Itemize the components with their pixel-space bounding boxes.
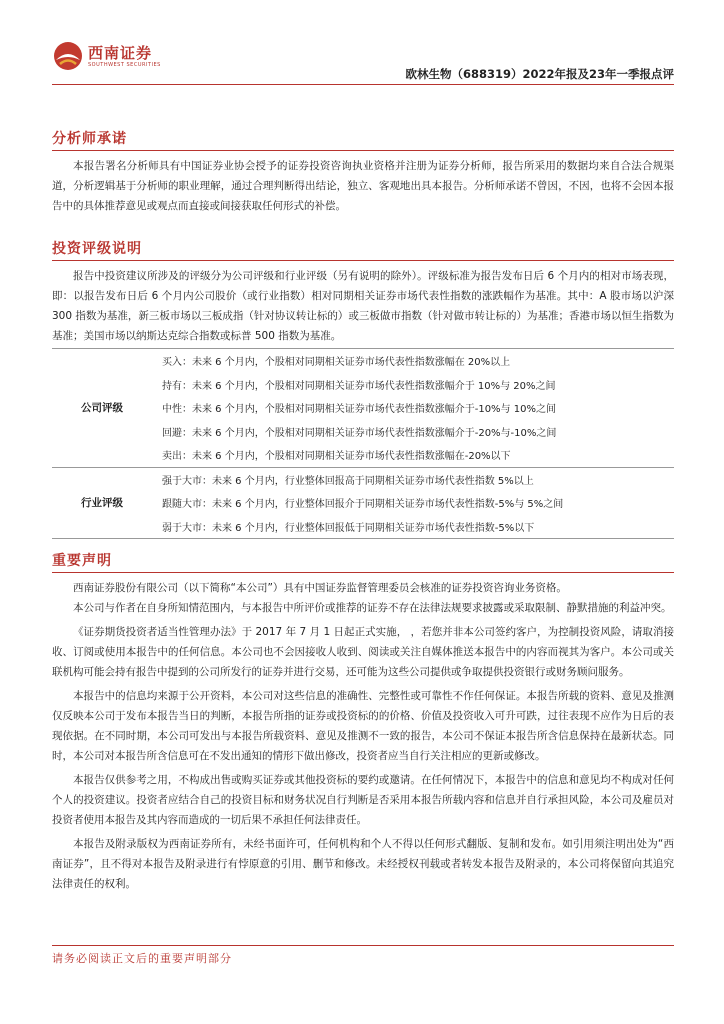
company-rating-buy: 买入：未来 6 个月内，个股相对同期相关证券市场代表性指数涨幅在 20%以上 bbox=[152, 349, 674, 373]
logo-emblem-icon bbox=[52, 40, 84, 72]
rating-description-text: 报告中投资建议所涉及的评级分为公司评级和行业评级（另有说明的除外）。评级标准为报告发布日后 6 个月内的相对市场表现，即：以报告发布日后 6 个月内公司股价（或行业指数）相对同期相关证券市场代表性指数的涨跌幅作为基准。其中：A 股市场以沪深 300 指数为基准，新三板市场以三板成指（针对协议转让标的）或三板做市指数（针对做市转让标的）为基准；香港市场以恒生指数为基准；美国市场以纳斯达克综合指数或标普 500 指数为基准。 bbox=[52, 270, 674, 342]
report-title: 欧林生物（688319）2022年报及23年一季报点评 bbox=[405, 67, 674, 81]
declaration-section-divider bbox=[52, 572, 674, 573]
page-header bbox=[52, 32, 674, 81]
declaration-para-2: 本公司与作者在自身所知情范围内，与本报告中所评价或推荐的证券不存在法律法规要求披露或采取限制、静默措施的利益冲突。 bbox=[73, 602, 672, 614]
declaration-body bbox=[52, 578, 674, 894]
company-logo bbox=[52, 40, 192, 76]
rating-description bbox=[52, 266, 674, 346]
declaration-section-title: 重要声明 bbox=[52, 553, 112, 569]
company-rating-sell: 卖出：未来 6 个月内，个股相对同期相关证券市场代表性指数涨幅在-20%以下 bbox=[152, 443, 674, 467]
footer-notice: 请务必阅读正文后的重要声明部分 bbox=[52, 952, 232, 965]
logo-text: 西南证券 bbox=[88, 44, 153, 62]
rating-table bbox=[52, 348, 674, 539]
table-row bbox=[52, 349, 674, 373]
analyst-section-divider bbox=[52, 150, 674, 151]
industry-rating-outperform: 强于大市：未来 6 个月内，行业整体回报高于同期相关证券市场代表性指数 5%以上 bbox=[162, 475, 534, 487]
company-rating-label: 公司评级 bbox=[52, 349, 152, 468]
industry-rating-label: 行业评级 bbox=[52, 467, 152, 539]
logo-subtext: SOUTHWEST SECURITIES bbox=[88, 62, 161, 68]
footer-divider bbox=[52, 945, 674, 946]
declaration-para-5: 本报告仅供参考之用，不构成出售或购买证券或其他投资标的要约或邀请。在任何情况下，本报告中的信息和意见均不构成对任何个人的投资建议。投资者应结合自己的投资目标和财务状况自行判断是否采用本报告所载内容和信息并自行承担风险，本公司及雇员对投资者使用本报告及其内容而造成的一切后果不承担任何法律责任。 bbox=[52, 774, 674, 826]
analyst-section-title: 分析师承诺 bbox=[52, 131, 127, 147]
analyst-statement-text: 本报告署名分析师具有中国证券业协会授予的证券投资咨询执业资格并注册为证券分析师，报告所采用的数据均来自合法合规渠道，分析逻辑基于分析师的职业理解，通过合理判断得出结论，独立、客观地出具本报告。分析师承诺不曾因，不因，也将不会因本报告中的具体推荐意见或观点而直接或间接获取任何形式的补偿。 bbox=[52, 160, 674, 212]
company-rating-neutral: 中性：未来 6 个月内，个股相对同期相关证券市场代表性指数涨幅介于-10%与 10%之间 bbox=[162, 404, 556, 416]
declaration-para-4: 本报告中的信息均来源于公开资料，本公司对这些信息的准确性、完整性或可靠性不作任何保证。本报告所载的资料、意见及推测仅反映本公司于发布本报告当日的判断，本报告所指的证券或投资标的的价格、价值及投资收入可升可跌，过往表现不应作为日后的表现依据。在不同时期，本公司可发出与本报告所载资料、意见及推测不一致的报告，本公司不保证本报告所含信息保持在最新状态。同时，本公司对本报告所含信息可在不发出通知的情形下做出修改，投资者应当自行关注相应的更新或修改。 bbox=[52, 690, 674, 762]
industry-rating-market: 跟随大市：未来 6 个月内，行业整体回报介于同期相关证券市场代表性指数-5%与 5%之间 bbox=[162, 499, 564, 511]
declaration-para-6: 本报告及附录版权为西南证券所有，未经书面许可，任何机构和个人不得以任何形式翻版、复制和发布。如引用须注明出处为“西南证券”，且不得对本报告及附录进行有悖原意的引用、删节和修改。未经授权刊载或者转发本报告及附录的，本公司将保留向其追究法律责任的权利。 bbox=[52, 838, 674, 890]
analyst-statement bbox=[52, 156, 674, 216]
declaration-para-3: 《证券期货投资者适当性管理办法》于 2017 年 7 月 1 日起正式实施， ，若您并非本公司签约客户，为控制投资风险，请取消接收、订阅或使用本报告中的任何信息。本公司也不会因接收人收到、阅读或关注自媒体推送本报告中的内容而视其为客户。本公司或关联机构可能会持有报告中提到的公司所发行的证券并进行交易，还可能为这些公司提供或争取提供投资银行或财务顾问服务。 bbox=[52, 626, 674, 678]
rating-section-divider bbox=[52, 260, 674, 261]
rating-section-title: 投资评级说明 bbox=[52, 241, 142, 257]
table-row bbox=[52, 467, 674, 491]
header-divider bbox=[52, 84, 674, 85]
industry-rating-underperform: 弱于大市：未来 6 个月内，行业整体回报低于同期相关证券市场代表性指数-5%以下 bbox=[152, 515, 674, 539]
company-rating-hold: 持有：未来 6 个月内，个股相对同期相关证券市场代表性指数涨幅介于 10%与 20%之间 bbox=[162, 380, 556, 392]
declaration-para-1: 西南证券股份有限公司（以下简称“本公司”）具有中国证券监督管理委员会核准的证券投资咨询业务资格。 bbox=[73, 582, 567, 594]
company-rating-avoid: 回避：未来 6 个月内，个股相对同期相关证券市场代表性指数涨幅介于-20%与-10%之间 bbox=[162, 427, 557, 439]
